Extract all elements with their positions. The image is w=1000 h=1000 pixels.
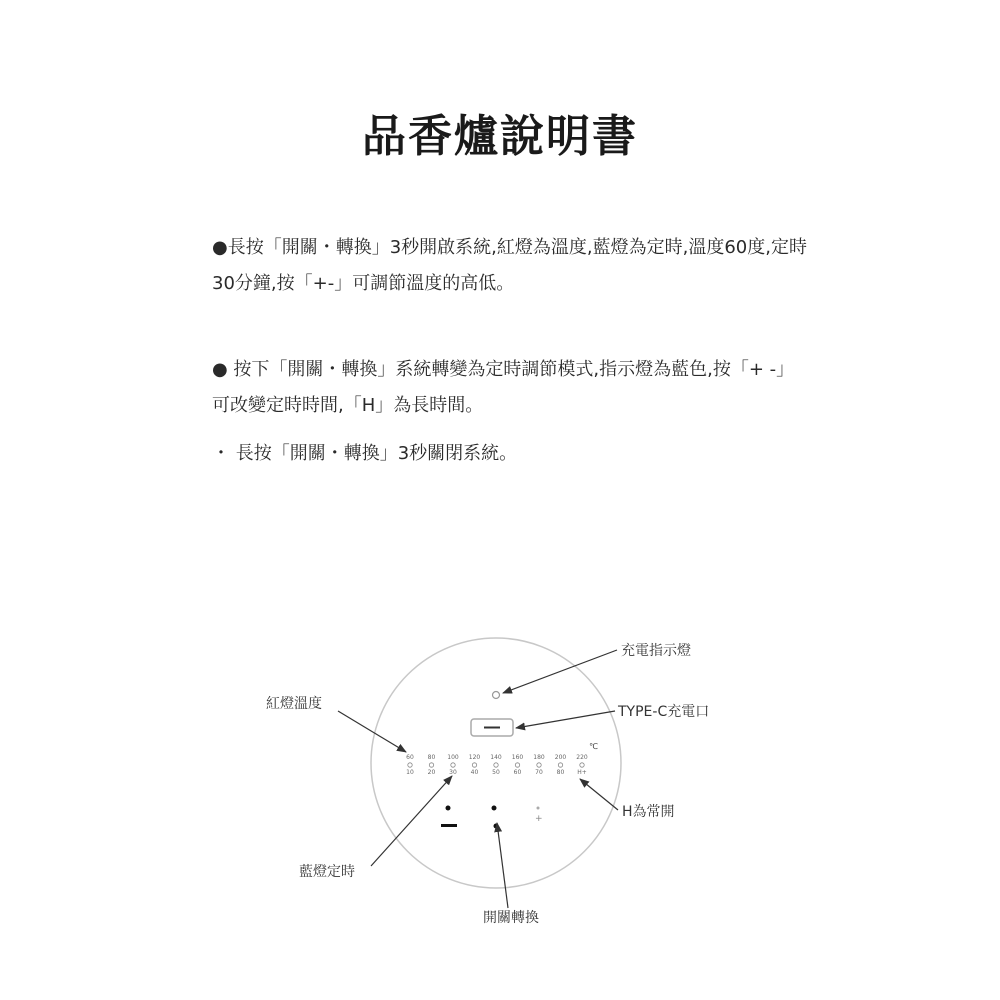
temp-tick-label: 200 <box>554 754 567 761</box>
label-red-temp: 紅燈溫度 <box>266 696 322 712</box>
temp-tick-label: 100 <box>447 754 459 761</box>
time-tick-label: 20 <box>427 769 436 776</box>
timer-scale <box>406 769 587 776</box>
time-tick-label: 40 <box>470 769 479 776</box>
indicator-led <box>472 763 476 767</box>
temp-tick-label: 60 <box>406 754 414 761</box>
minus-button-dot <box>446 806 451 811</box>
label-h-always-on: H為常開 <box>622 804 675 820</box>
time-tick-label: 70 <box>535 769 543 776</box>
arrow-h-always-on <box>580 779 618 810</box>
indicator-led <box>558 763 562 767</box>
celsius-unit: ℃ <box>589 742 598 751</box>
indicator-led <box>494 763 498 767</box>
time-tick-label: 10 <box>406 769 414 776</box>
time-tick-label: H+ <box>577 769 587 776</box>
temperature-scale <box>406 754 588 761</box>
arrow-type-c <box>516 711 615 728</box>
time-tick-label: 60 <box>513 769 522 776</box>
label-charge-indicator: 充電指示燈 <box>621 643 691 659</box>
instruction-power-on: ●長按「開關・轉換」3秒開啟系統,紅燈為溫度,藍燈為定時,溫度60度,定時30分鐘,按「+-」可調節溫度的高低。 <box>212 237 807 294</box>
indicator-led <box>515 763 519 767</box>
temp-tick-label: 180 <box>533 754 545 761</box>
indicator-led <box>537 763 541 767</box>
instruction-timer-mode: ● 按下「開關・轉換」系統轉變為定時調節模式,指示燈為藍色,按「+ -」可改變定時時間,「H」為長時間。 <box>212 359 795 416</box>
temp-tick-label: 80 <box>427 754 436 761</box>
page-title: 品香爐說明書 <box>362 111 638 162</box>
plus-button[interactable]: + <box>535 814 543 824</box>
plus-button-dot <box>537 807 540 810</box>
indicator-led <box>451 763 455 767</box>
time-tick-label: 80 <box>556 769 565 776</box>
indicator-led <box>429 763 433 767</box>
indicator-led <box>408 763 412 767</box>
minus-button[interactable] <box>441 824 457 827</box>
instruction-power-off: ・ 長按「開關・轉換」3秒關閉系統。 <box>212 443 518 464</box>
temp-tick-label: 220 <box>576 754 588 761</box>
indicator-led <box>580 763 584 767</box>
label-type-c: TYPE-C充電口 <box>618 704 710 720</box>
power-switch-dot <box>492 806 497 811</box>
time-tick-label: 30 <box>449 769 457 776</box>
arrow-blue-timer <box>371 776 452 866</box>
label-blue-timer: 藍燈定時 <box>299 864 355 880</box>
charge-indicator-light <box>493 692 500 699</box>
temp-tick-label: 160 <box>511 754 524 761</box>
temp-tick-label: 120 <box>468 754 481 761</box>
label-power-switch: 開關轉換 <box>483 910 539 926</box>
time-tick-label: 50 <box>492 769 500 776</box>
indicator-led-row <box>408 763 584 767</box>
arrow-power-switch <box>497 823 508 908</box>
temp-tick-label: 140 <box>490 754 502 761</box>
